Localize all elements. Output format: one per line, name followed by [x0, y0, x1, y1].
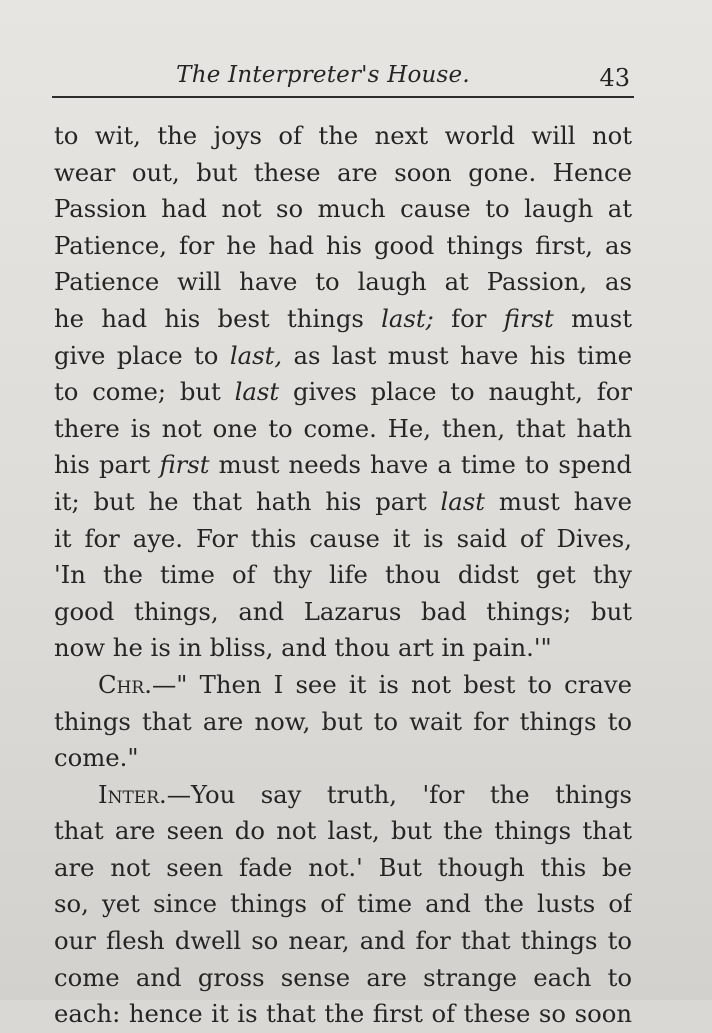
text-run: must needs have a time to spend — [209, 450, 632, 480]
text-line: come and gross sense are strange each to — [54, 962, 632, 992]
text-line: Patience, for he had his good things first, as — [54, 230, 632, 260]
italic-run: last — [440, 486, 486, 516]
text-run: —You say truth, 'for the things — [166, 779, 632, 809]
speaker-label: Chr. — [98, 669, 152, 699]
text-run: to come; but — [54, 377, 235, 407]
text-line: things that are now, but to wait for things to — [54, 706, 632, 736]
text-line: now he is in bliss, and thou art in pain.'" — [54, 633, 552, 663]
text-run: —" Then I see it is not best to crave — [151, 669, 632, 699]
text-line: are not seen fade not.' But though this be — [54, 852, 632, 882]
text-line: each: hence it is that the first of these so soon — [54, 999, 632, 1029]
text-line — [54, 777, 632, 814]
speaker-label: Inter. — [98, 779, 167, 809]
text-line: there is not one to come. He, then, that hath — [54, 413, 632, 443]
page-number: 43 — [599, 64, 630, 92]
italic-run: first — [503, 303, 554, 333]
text-line — [54, 338, 632, 375]
text-run: gives place to naught, for — [279, 377, 632, 407]
text-run: must have — [485, 486, 632, 516]
italic-run: last; — [381, 303, 434, 333]
text-line: Passion had not so much cause to laugh at — [54, 194, 632, 224]
text-run: for — [433, 303, 504, 333]
text-line — [54, 374, 632, 411]
italic-run: last, — [229, 340, 283, 370]
text-line: that are seen do not last, but the things that — [54, 816, 632, 846]
text-run: his part — [54, 450, 160, 480]
italic-run: first — [159, 450, 210, 480]
italic-run: last — [234, 377, 280, 407]
text-run: give place to — [54, 340, 230, 370]
text-line: it for aye. For this cause it is said of Dives, — [54, 523, 632, 553]
text-line: good things, and Lazarus bad things; but — [54, 596, 632, 626]
text-line: to wit, the joys of the next world will not — [54, 121, 632, 150]
text-line: 'In the time of thy life thou didst get thy — [54, 560, 632, 590]
text-line — [54, 484, 632, 521]
body-text — [54, 118, 632, 1033]
text-run: must — [553, 303, 632, 333]
text-run: as last must have his time — [282, 340, 632, 370]
text-run: he had his best things — [54, 303, 382, 333]
text-line: come." — [54, 743, 139, 773]
running-title: The Interpreter's House. — [176, 62, 470, 88]
text-line: wear out, but these are soon gone. Hence — [54, 157, 632, 187]
text-line: so, yet since things of time and the lusts of — [54, 889, 632, 919]
text-line: Patience will have to laugh at Passion, as — [54, 267, 632, 297]
text-line — [54, 667, 632, 704]
text-line — [54, 301, 632, 338]
text-line — [54, 447, 632, 484]
running-head — [52, 56, 634, 96]
header-rule — [52, 96, 634, 98]
text-line: our flesh dwell so near, and for that things to — [54, 926, 632, 956]
text-run: it; but he that hath his part — [54, 486, 441, 516]
